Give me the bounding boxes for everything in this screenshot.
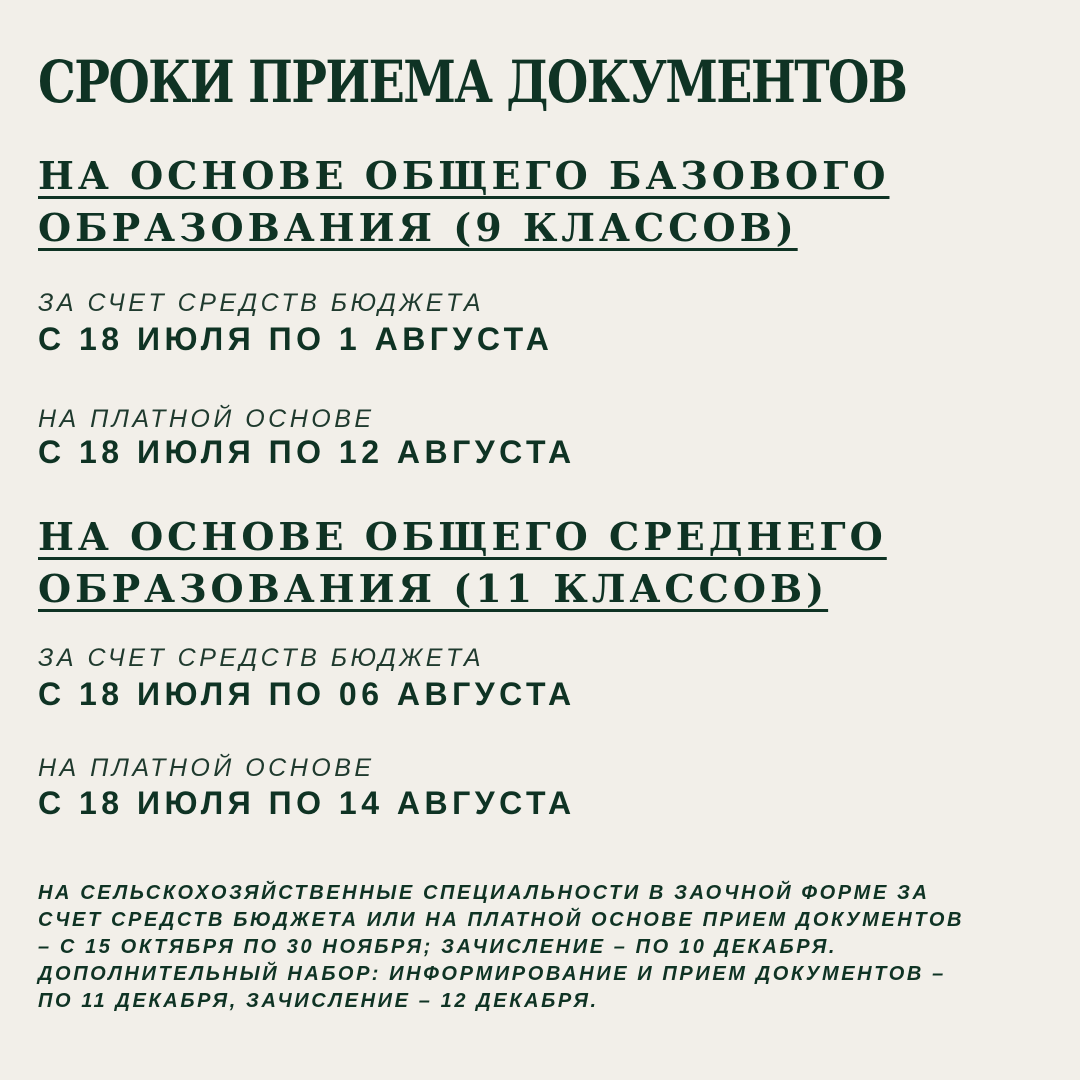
funding-label-paid: НА ПЛАТНОЙ ОСНОВЕ xyxy=(38,405,375,433)
date-range: С 18 ИЮЛЯ ПО 06 АВГУСТА xyxy=(38,676,576,712)
funding-label-paid: НА ПЛАТНОЙ ОСНОВЕ xyxy=(38,754,375,782)
section-heading-secondary xyxy=(38,511,887,615)
footnote-line: ДОПОЛНИТЕЛЬНЫЙ НАБОР: ИНФОРМИРОВАНИЕ И ПРИЕМ ДОКУМЕНТОВ – xyxy=(38,963,946,985)
page xyxy=(38,0,1048,1080)
section-heading-basic xyxy=(38,150,889,254)
footnote xyxy=(38,880,1038,1015)
footnote-line: ПО 11 ДЕКАБРЯ, ЗАЧИСЛЕНИЕ – 12 ДЕКАБРЯ. xyxy=(38,990,599,1012)
date-range: С 18 ИЮЛЯ ПО 12 АВГУСТА xyxy=(38,434,576,470)
footnote-line: СЧЕТ СРЕДСТВ БЮДЖЕТА ИЛИ НА ПЛАТНОЙ ОСНОВЕ ПРИЕМ ДОКУМЕНТОВ xyxy=(38,909,965,931)
footnote-line: НА СЕЛЬСКОХОЗЯЙСТВЕННЫЕ СПЕЦИАЛЬНОСТИ В ЗАОЧНОЙ ФОРМЕ ЗА xyxy=(38,882,930,904)
date-range: С 18 ИЮЛЯ ПО 14 АВГУСТА xyxy=(38,785,576,821)
section-heading-line: ОБРАЗОВАНИЯ (9 КЛАССОВ) xyxy=(38,205,798,250)
section-heading-line: НА ОСНОВЕ ОБЩЕГО БАЗОВОГО xyxy=(38,153,890,198)
footnote-line: – С 15 ОКТЯБРЯ ПО 30 НОЯБРЯ; ЗАЧИСЛЕНИЕ – ПО 10 ДЕКАБРЯ. xyxy=(38,936,838,958)
funding-label-budget: ЗА СЧЕТ СРЕДСТВ БЮДЖЕТА xyxy=(38,289,485,317)
section-heading-line: НА ОСНОВЕ ОБЩЕГО СРЕДНЕГО xyxy=(38,514,887,559)
section-heading-line: ОБРАЗОВАНИЯ (11 КЛАССОВ) xyxy=(38,566,829,611)
date-range: С 18 ИЮЛЯ ПО 1 АВГУСТА xyxy=(38,321,554,357)
funding-label-budget: ЗА СЧЕТ СРЕДСТВ БЮДЖЕТА xyxy=(38,644,485,672)
page-title: СРОКИ ПРИЕМА ДОКУМЕНТОВ xyxy=(38,48,907,116)
